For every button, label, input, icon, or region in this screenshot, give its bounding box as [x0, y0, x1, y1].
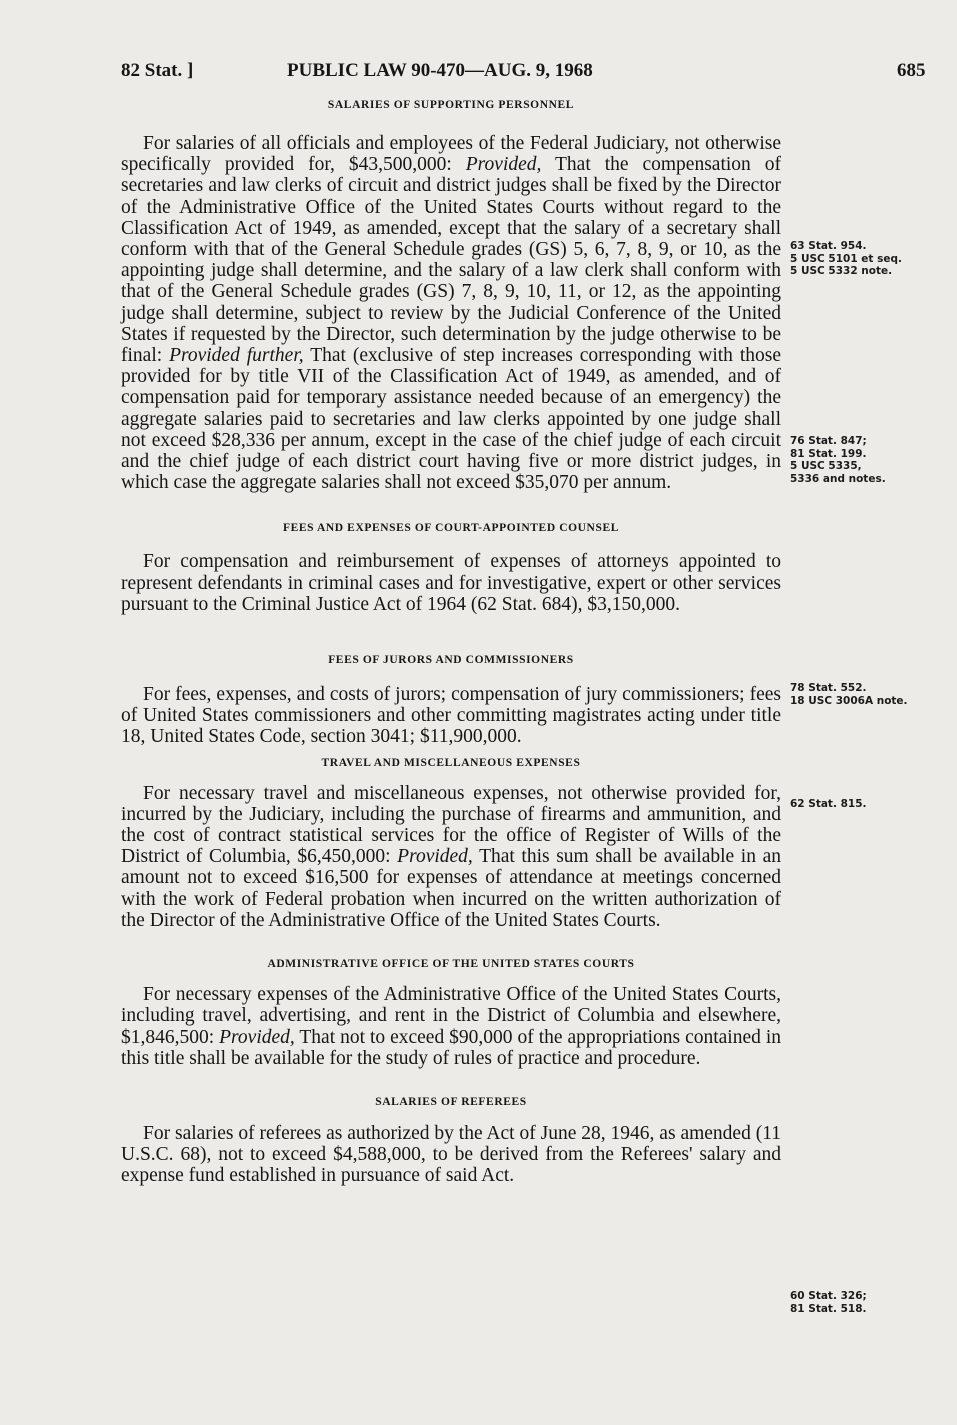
section-paragraph: [121, 684, 781, 748]
margin-citation: [790, 798, 915, 811]
main-text: [121, 98, 781, 1187]
citation-line: 5336 and notes.: [790, 472, 886, 485]
text-run: For necessary travel and miscellaneous expenses, not otherwise provided for, incurred by the Judiciary, including the purchase of firearms and ammunition, and the cost of contract statistical services for the office of Register of Wills of the District of Columbia, $6,450,000:: [121, 782, 781, 868]
statute-volume: 82 Stat. ]: [121, 60, 194, 81]
citation-line: 5 USC 5332 note.: [790, 265, 893, 277]
section-paragraph: [121, 133, 781, 493]
proviso-term: Provided,: [465, 154, 542, 176]
text-run: For fees, expenses, and costs of jurors; compensation of jury commissioners; fees of United States commissioners and other committing magistrates acting under title 18, United States Code, section 3041; $11,900,000.: [121, 684, 781, 748]
law-title: PUBLIC LAW 90-470—AUG. 9, 1968: [287, 60, 593, 81]
text-run: For compensation and reimbursement of expenses of attorneys appointed to represent defendants in criminal cases and for investigative, expert or other services pursuant to the Criminal Justice Act of 1964 (62 Stat. 684), $3,150,000.: [121, 551, 781, 615]
section-heading: ADMINISTRATIVE OFFICE OF THE UNITED STATES COURTS: [267, 958, 635, 971]
citation-line: 60 Stat. 326;: [790, 1290, 867, 1302]
citation-line: 18 USC 3006A note.: [790, 694, 908, 707]
citation-line: 78 Stat. 552.: [790, 682, 867, 694]
proviso-term: Provided further,: [169, 345, 304, 367]
citation-line: 62 Stat. 815.: [790, 798, 867, 810]
section-heading: SALARIES OF SUPPORTING PERSONNEL: [327, 99, 575, 111]
section-heading: FEES OF JURORS AND COMMISSIONERS: [328, 654, 574, 667]
citation-line: 63 Stat. 954.: [790, 240, 867, 252]
citation-line: 5 USC 5101 et seq.: [790, 252, 902, 265]
margin-citation: [790, 1290, 915, 1315]
page-header: [0, 60, 957, 90]
proviso-term: Provided,: [397, 846, 473, 868]
text-run: For necessary expenses of the Administrative Office of the United States Courts, including travel, advertising, and rent in the District of Columbia and elsewhere, $1,846,500:: [121, 984, 781, 1048]
citation-line: 5 USC 5335,: [790, 460, 862, 472]
section-heading: SALARIES OF REFEREES: [375, 1095, 527, 1108]
section-paragraph: [121, 1123, 781, 1187]
text-run: That this sum shall be available in an amount not to exceed $16,500 for expenses of attendance at meetings concerned with the work of Federal probation when incurred on the written authorization of the Director of the Administrative Office of the United States Courts.: [121, 846, 781, 931]
text-run: For salaries of all officials and employees of the Federal Judiciary, not otherwise specifically provided for, $43,500,000:: [121, 133, 781, 176]
section-paragraph: [121, 984, 781, 1069]
citation-line: 81 Stat. 199.: [790, 447, 867, 460]
text-run: That the compensation of secretaries and law clerks of circuit and district judges shall be fixed by the Director of the Administrative Office of the United States Courts without regard to the Classification Act of 1949, as amended, except that the salary of a secretary shall conform with that of the General Schedule grades (GS) 5, 6, 7, 8, 9, or 10, as the appointing judge shall determine, and the salary of a law clerk shall conform with that of the General Schedule grades (GS) 7, 8, 9, 10, 11, or 12, as the appointing judge shall determine, subject to review by the Judicial Conference of the United States if requested by the Director, such determination by the judge otherwise to be final:: [121, 154, 781, 367]
section-heading: FEES AND EXPENSES OF COURT-APPOINTED COUNSEL: [282, 522, 620, 535]
margin-citation: [790, 435, 915, 485]
text-run: That not to exceed $90,000 of the appropriations contained in this title shall be available for the study of rules of practice and procedure.: [121, 1026, 782, 1069]
margin-citation: [790, 240, 915, 278]
citation-line: 76 Stat. 847;: [790, 435, 867, 447]
margin-citation: [790, 682, 915, 707]
text-run: That (exclusive of step increases corresponding with those provided for by title VII of the Classification Act of 1949, as amended, and of compensation paid for temporary assistance needed because of an emergency) the aggregate salaries paid to secretaries and law clerks appointed by one judge shall not exceed $28,336 per annum, except in the case of the chief judge of each circuit and the chief judge of each district court having five or more district judges, in which case the aggregate salaries shall not exceed $35,070 per annum.: [121, 345, 782, 494]
citation-line: 81 Stat. 518.: [790, 1302, 867, 1315]
page-number: 685: [897, 60, 926, 81]
section-paragraph: [121, 783, 781, 931]
text-run: For salaries of referees as authorized by the Act of June 28, 1946, as amended (11 U.S.C. 68), not to exceed $4,588,000, to be derived from the Referees' salary and expense fund established in pursuance of said Act.: [121, 1122, 781, 1187]
proviso-term: Provided,: [219, 1026, 295, 1048]
section-paragraph: [121, 551, 781, 615]
section-heading: TRAVEL AND MISCELLANEOUS EXPENSES: [321, 756, 581, 769]
